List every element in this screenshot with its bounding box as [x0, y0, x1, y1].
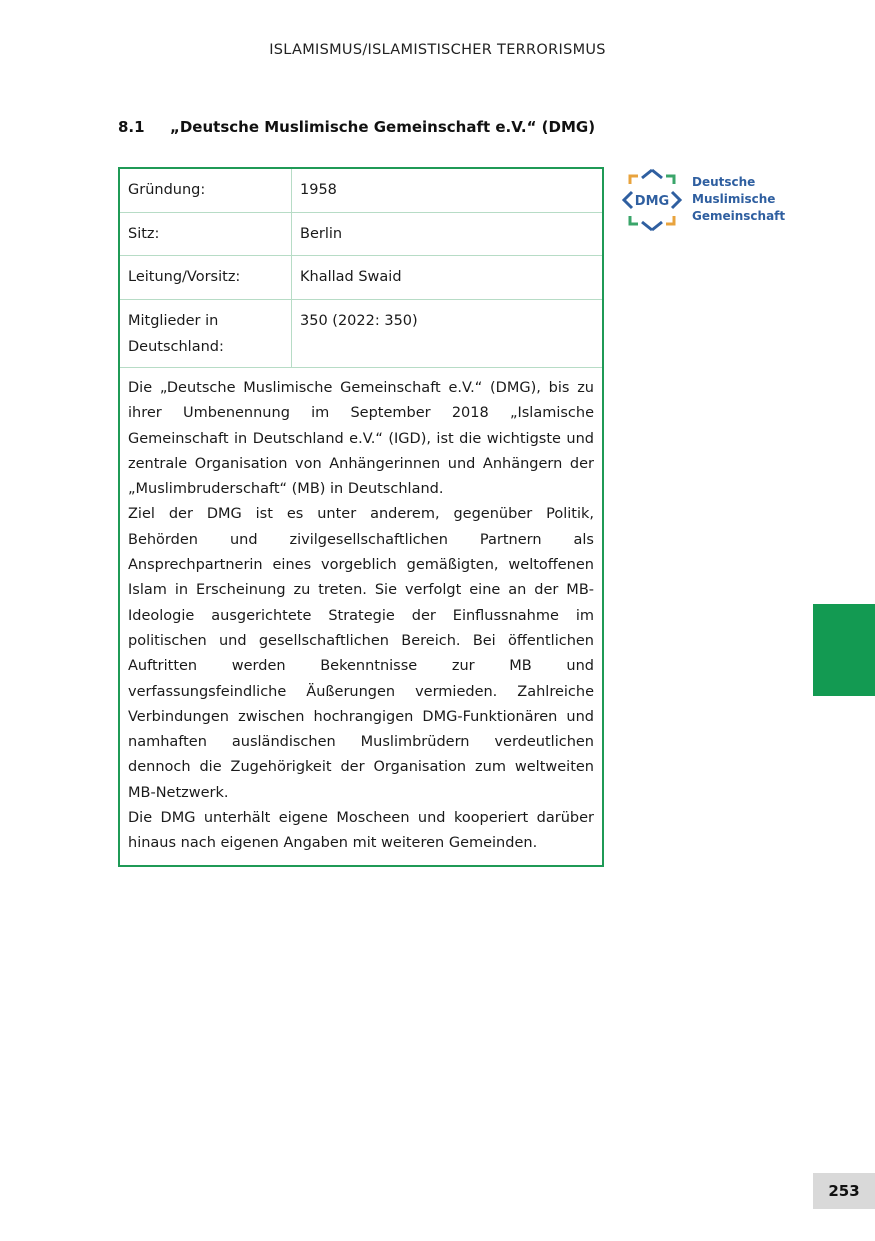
section-heading	[118, 118, 595, 136]
fact-value: 350 (2022: 350)	[300, 313, 418, 329]
description	[120, 368, 602, 865]
description-paragraph: Die „Deutsche Muslimische Gemeinschaft e.V.“ (DMG), bis zu ihrer Umbenennung im September 2018 „Islamische Gemeinschaft in Deutschland e.V.“ (IGD), ist die wichtigste und zentrale Organisation von Anhängerinnen und Anhängern der „Muslimbruderschaft“ (MB) in Deutschland.	[128, 380, 594, 498]
fact-row-members	[120, 300, 602, 368]
fact-value: 1958	[300, 182, 337, 198]
description-paragraph: Die DMG unterhält eigene Moscheen und kooperiert darüber hinaus nach eigenen Angaben mit weiteren Gemeinden.	[128, 810, 594, 852]
fact-row-founding	[120, 169, 602, 213]
fact-value: Khallad Swaid	[300, 269, 402, 285]
logo-wordmark	[692, 174, 785, 225]
logo-line: Gemeinschaft	[692, 209, 786, 223]
running-header: ISLAMISMUS/ISLAMISTISCHER TERRORISMUS	[269, 42, 606, 58]
page-number: 253	[813, 1173, 875, 1209]
logo-line: Muslimische	[692, 192, 776, 206]
dmg-logo	[622, 168, 792, 240]
fact-row-leadership	[120, 256, 602, 300]
logo-abbreviation: DMG	[634, 194, 670, 209]
dmg-emblem-icon	[622, 168, 688, 240]
fact-label: Mitglieder in Deutschland:	[120, 300, 292, 367]
fact-label: Gründung:	[120, 169, 292, 212]
fact-label: Leitung/Vorsitz:	[120, 256, 292, 299]
description-paragraph: Ziel der DMG ist es unter anderem, gegenüber Politik, Behörden und zivilgesellschaftlichen Partnern als Ansprechpartnerin eines vorgeblich gemäßigten, weltoffenen Islam in Erscheinung zu treten. Sie verfolgt eine an der MB-Ideologie ausgerichtete Strategie der Einflussnahme im politischen und gesellschaftlichen Bereich. Bei öffentlichen Auftritten werden Bekenntnisse zur MB und verfassungsfeindliche Äußerungen vermieden. Zahlreiche Verbindungen zwischen hochrangigen DMG-Funktionären und namhaften ausländischen Muslimbrüdern verdeutlichen dennoch die Zugehörigkeit der Organisation zum weltweiten MB-Netzwerk.	[128, 506, 594, 801]
section-number: 8.1	[118, 118, 145, 136]
fact-box	[118, 167, 604, 867]
fact-row-seat	[120, 213, 602, 256]
fact-value: Berlin	[300, 226, 343, 242]
logo-line: Deutsche	[692, 175, 756, 189]
section-title: „Deutsche Muslimische Gemeinschaft e.V.“ (DMG)	[170, 118, 596, 136]
chapter-side-tab	[813, 604, 875, 696]
fact-label: Sitz:	[120, 213, 292, 255]
